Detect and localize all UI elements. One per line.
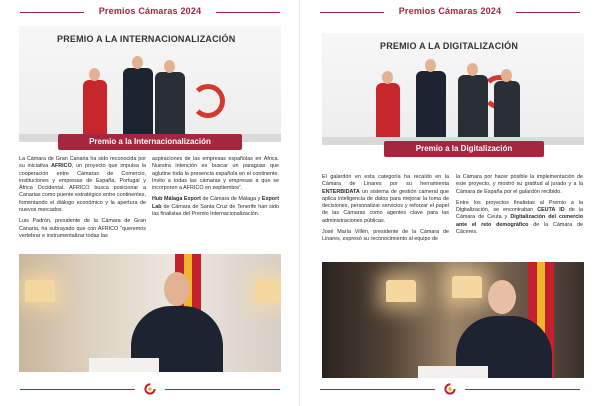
lectern — [418, 366, 488, 378]
text-column-2 — [152, 156, 279, 222]
page-footer — [300, 382, 600, 396]
backdrop-logo-icon — [191, 84, 225, 118]
person-head — [89, 68, 100, 81]
camaras-logo-icon — [144, 383, 156, 395]
project-name: AFRICO — [51, 163, 72, 170]
caption-internacionalizacion: Premio a la Internacionalización — [58, 134, 242, 150]
stage-sign: PREMIO A LA INTERNACIONALIZACIÓN — [57, 34, 236, 44]
header-rule-right — [216, 12, 280, 13]
finalist-name: Digitalización del comercio ante el reto demográfico — [456, 214, 583, 228]
person-head — [132, 56, 143, 69]
text: de la Cámara de Ceuta y — [456, 207, 584, 221]
text: La Cámara de Gran Canaria ha sido reconocida por su iniciativa — [19, 156, 146, 170]
text: de Cámara de Santa Cruz de Tenerife han sido las finalistas del Premio Internacionalización. — [152, 203, 279, 218]
person-woman — [83, 80, 107, 142]
wall-lamp — [452, 276, 482, 298]
page-footer — [0, 382, 300, 396]
speaker-head — [488, 280, 516, 314]
person-head — [501, 69, 512, 82]
text: , un proyecto que impulsa la cooperación entre Cámaras de Comercio, instituciones y empresas de España, Portugal y África Occidental. AFRICO busca posicionar a Canarias como puente estratégico entre continentes, fomentando el diálogo económico y la apertura de nuevos mercados. — [19, 163, 146, 214]
person-head — [382, 71, 393, 84]
text-column-1 — [322, 174, 449, 248]
text: de la Cámara de Cáceres. — [456, 221, 583, 236]
speaker-head — [164, 272, 190, 306]
text-column-2 — [456, 174, 583, 240]
paragraph — [152, 196, 279, 218]
person-woman — [376, 83, 400, 145]
paragraph: aspiraciones de las empresas españolas en África. Nuestra intención es buscar un paraguas que aglutine toda la presencia española en el continente. Invito a todas las cámaras y empresas a que se incorporen a AFRICO en septiembre”. — [152, 156, 279, 192]
project-name: ENTERBIDATA — [322, 188, 360, 195]
speaker-photo-right — [322, 262, 584, 378]
paragraph: la Cámara por hacer posible la implementación de este proyecto, y mostró su gratitud al jurado y a la Cámara de España por el galardón recibido. — [456, 174, 583, 195]
text: Entre los proyectos finalistas al Premio a la Digitalización, se encontraban — [456, 199, 583, 214]
award-photo-digitalizacion — [322, 33, 584, 145]
lectern — [89, 358, 159, 372]
person-man-award — [123, 68, 153, 142]
paragraph: José María Villén, presidente de la Cámara de Linares, expresó su reconocimiento al equipo de — [322, 229, 449, 243]
finalist-name: CEUTA ID — [537, 207, 565, 214]
page-right — [300, 0, 600, 406]
header-title: Premios Cámaras 2024 — [398, 6, 502, 16]
footer-rule-right — [465, 389, 580, 390]
camaras-logo-icon — [444, 383, 456, 395]
wall-lamp — [25, 280, 55, 302]
paragraph — [456, 200, 583, 236]
person-head — [164, 60, 175, 73]
wall-lamp — [386, 280, 416, 302]
header-title: Premios Cámaras 2024 — [98, 6, 202, 16]
page-header — [0, 6, 300, 20]
text: un sistema de gestión cameral que aplica inteligencia de datos para mejorar la toma de decisiones, personalizar servicios y reforzar el papel de las Cámaras como agentes clave para las administraciones públicas. — [322, 188, 449, 224]
person-man — [155, 72, 185, 142]
finalist-name: Hub Málaga Export — [152, 196, 201, 203]
text: El galardón en esta categoría ha recaído en la Cámara de Linares por su herramienta — [322, 174, 449, 188]
person-head — [467, 63, 478, 76]
paragraph — [322, 174, 449, 225]
person-woman — [494, 81, 520, 145]
stage-sign: PREMIO A LA DIGITALIZACIÓN — [380, 41, 519, 51]
finalist-name: Export Lab — [152, 196, 279, 210]
speaker-photo-left — [19, 254, 281, 372]
caption-digitalizacion: Premio a la Digitalización — [384, 141, 544, 157]
paragraph: Luis Padrón, presidente de la Cámara de Gran Canaria, ha subrayado que con AFRICO “queremos vertebrar e instrumentalizar todas las — [19, 218, 146, 239]
text-column-1 — [19, 156, 146, 244]
person-man-award — [416, 71, 446, 145]
text: de Cámara de Málaga y — [200, 196, 262, 203]
paragraph — [19, 156, 146, 214]
person-head — [425, 59, 436, 72]
footer-rule-left — [20, 389, 135, 390]
footer-rule-right — [165, 389, 280, 390]
header-rule-right — [516, 12, 580, 13]
person-man — [458, 75, 488, 145]
wall-lamp — [255, 280, 281, 302]
page-header — [300, 6, 600, 20]
footer-rule-left — [320, 389, 435, 390]
award-photo-internacionalizacion — [19, 26, 281, 142]
